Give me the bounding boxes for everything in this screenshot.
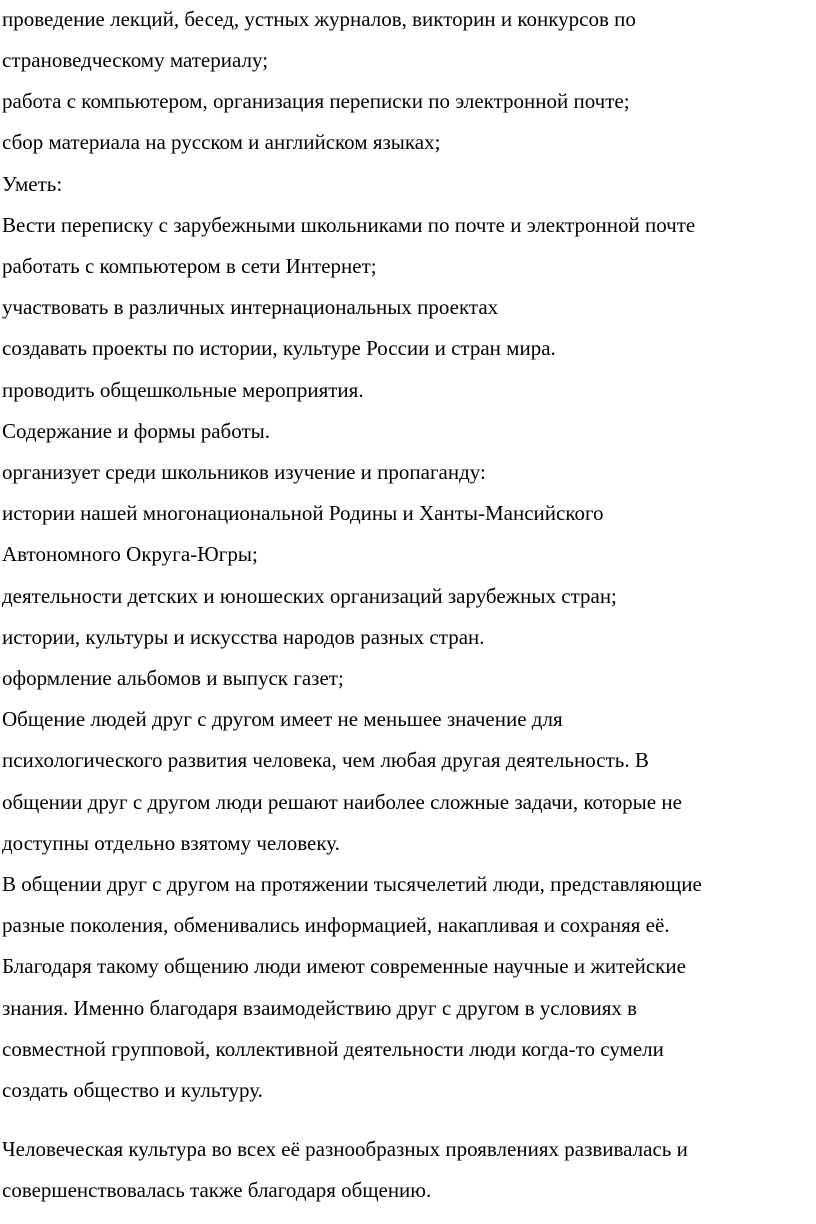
text-line: создавать проекты по истории, культуре России и стран мира. xyxy=(2,336,556,360)
text-line: знания. Именно благодаря взаимодействию друг с другом в условиях в xyxy=(2,996,638,1020)
text-line: работа с компьютером, организация переписки по электронной почте; xyxy=(2,89,630,113)
text-line: психологического развития человека, чем любая другая деятельность. В xyxy=(2,748,649,772)
text-line: проведение лекций, бесед, устных журналов, викторин и конкурсов по xyxy=(2,7,636,31)
text-line: совместной групповой, коллективной деятельности люди когда-то сумели xyxy=(2,1037,664,1061)
text-line: Общение людей друг с другом имеет не меньшее значение для xyxy=(2,707,563,731)
text-line: Автономного Округа-Югры; xyxy=(2,542,258,566)
text-line: деятельности детских и юношеских организаций зарубежных стран; xyxy=(2,584,617,608)
text-line: создать общество и культуру. xyxy=(2,1078,263,1102)
text-line: разные поколения, обменивались информацией, накапливая и сохраняя её. xyxy=(2,913,670,937)
text-line: истории нашей многонациональной Родины и Ханты-Мансийского xyxy=(2,501,604,525)
text-line: истории, культуры и искусства народов разных стран. xyxy=(2,625,485,649)
text-line: организует среди школьников изучение и пропаганду: xyxy=(2,460,486,484)
text-line: Благодаря такому общению люди имеют современные научные и житейские xyxy=(2,954,686,978)
text-line: Уметь: xyxy=(2,172,63,196)
text-line: общении друг с другом люди решают наиболее сложные задачи, которые не xyxy=(2,790,682,814)
text-line: В общении друг с другом на протяжении тысячелетий люди, представляющие xyxy=(2,872,702,896)
text-line: Содержание и формы работы. xyxy=(2,419,270,443)
text-line: доступны отдельно взятому человеку. xyxy=(2,831,340,855)
text-line: сбор материала на русском и английском языках; xyxy=(2,130,441,154)
text-line: Человеческая культура во всех её разнообразных проявлениях развивалась и xyxy=(2,1137,688,1161)
text-line: совершенствовалась также благодаря общению. xyxy=(2,1178,432,1202)
text-line: оформление альбомов и выпуск газет; xyxy=(2,666,344,690)
text-line: участвовать в различных интернациональных проектах xyxy=(2,295,499,319)
text-line: Вести переписку с зарубежными школьниками по почте и электронной почте xyxy=(2,213,696,237)
text-line: проводить общешкольные мероприятия. xyxy=(2,378,364,402)
text-line: работать с компьютером в сети Интернет; xyxy=(2,254,377,278)
text-line: страноведческому материалу; xyxy=(2,48,269,72)
